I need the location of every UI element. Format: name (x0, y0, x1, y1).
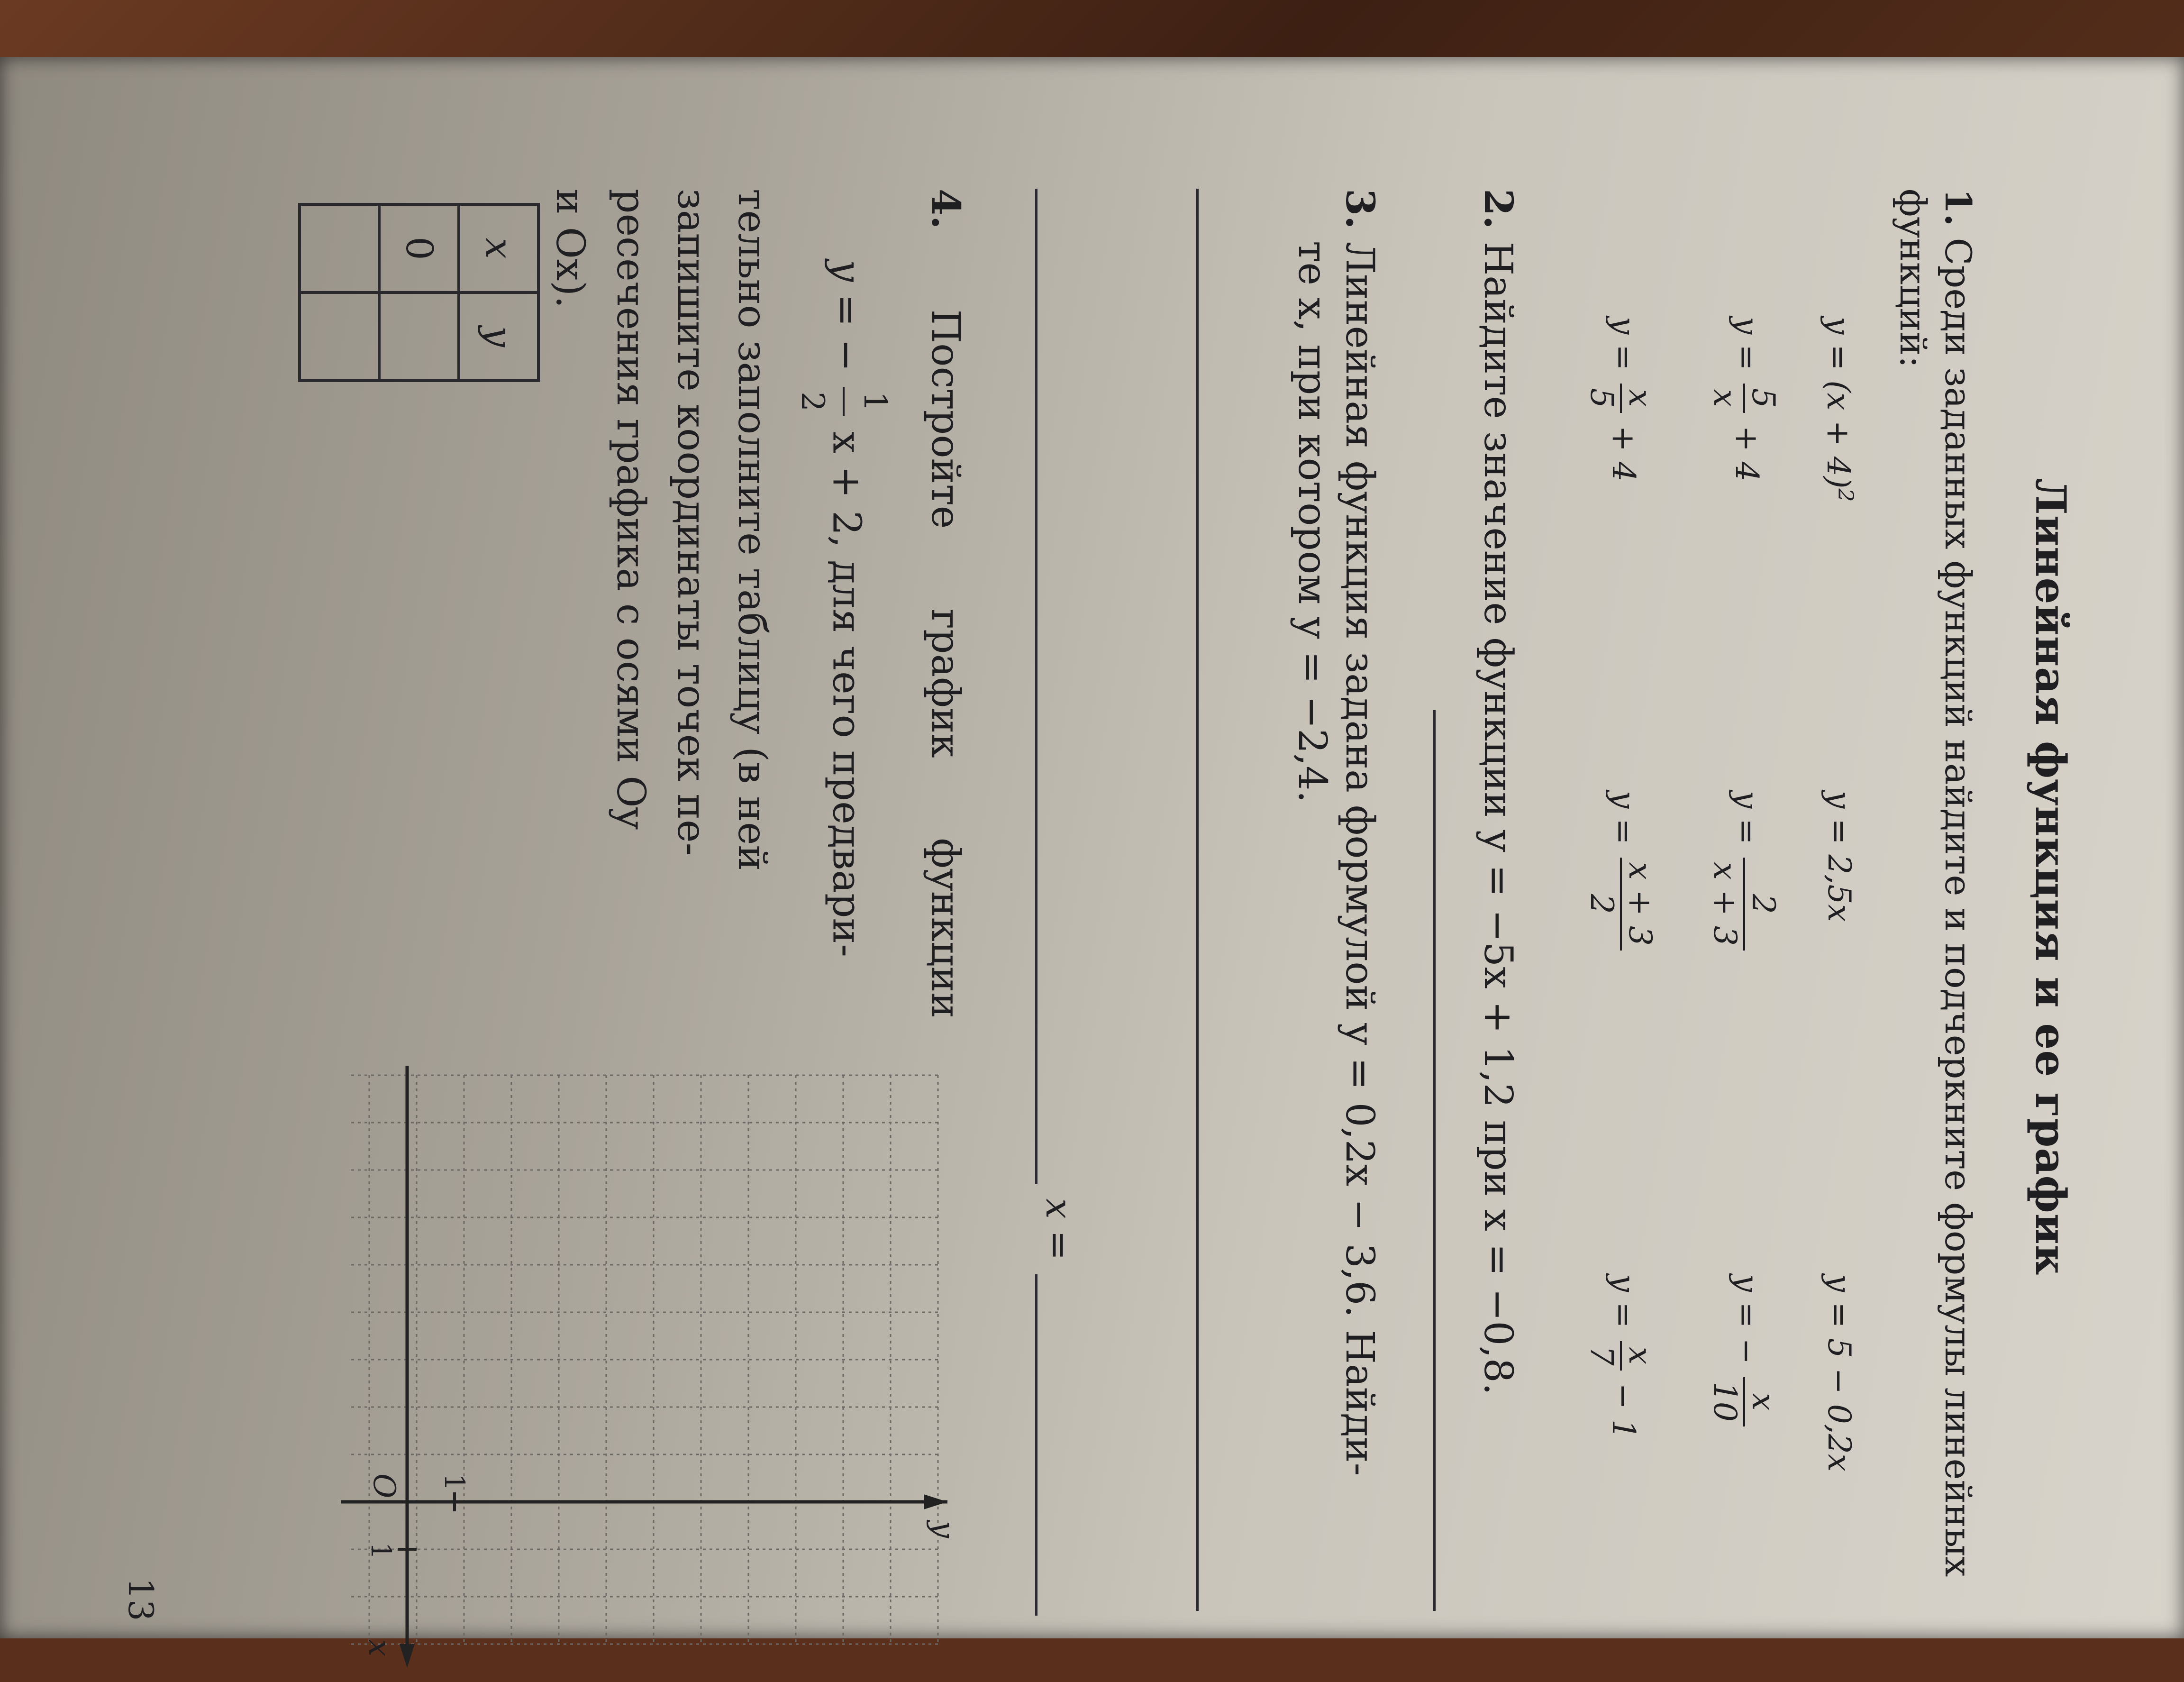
task4-line1: Постройте график функции (923, 309, 968, 1018)
task4-formula: y = − 1 2 x + 2, для чего предвари- (782, 189, 905, 1018)
formula-6: y = − x 10 (1707, 1274, 1782, 1429)
table-header-x: x (459, 204, 538, 293)
paper-sheet (0, 57, 2184, 1657)
formula-2: y = 2,5x (1821, 791, 1857, 922)
task4-line3: тельно заполните таблицу (в ней (729, 189, 774, 871)
worksheet-page (66, 118, 2151, 1682)
table-cell[interactable] (300, 293, 379, 381)
formula-7: y = x 5 + 4 (1583, 317, 1658, 482)
table-cell[interactable]: 0 (379, 204, 459, 293)
task4-number: 4. (923, 189, 968, 229)
task3-work-line[interactable] (1196, 189, 1199, 1611)
task4-line4: запишите координаты точек пе- (669, 189, 714, 856)
task3-text (1288, 189, 1383, 1611)
x-axis-label: x (362, 1639, 397, 1657)
formula-8: y = x + 3 2 (1583, 791, 1658, 953)
table-cell[interactable] (379, 293, 459, 381)
grid-lines (350, 1075, 938, 1644)
task3-work-line-2[interactable] (1035, 189, 1037, 1184)
task1-number: 1. (1937, 189, 1979, 227)
task3-answer-line[interactable] (1035, 1274, 1037, 1616)
table-cell[interactable] (300, 204, 379, 293)
coordinate-grid[interactable] (331, 1047, 961, 1677)
task3-line1: Линейная функция задана формулой y = 0,2x − 3,6. Найди- (1337, 241, 1382, 1476)
origin-label: O (366, 1473, 401, 1499)
task4-line5: ресечения графика с осями Oy (608, 189, 653, 830)
task1-instructions: Среди заданных функций найдите и подчеркните формулы линейных функций: (1892, 189, 1979, 1577)
unit-x-label: 1 (365, 1542, 397, 1560)
task3-number: 3. (1337, 189, 1383, 229)
table-row (459, 204, 538, 381)
formula-1: $y = (x + 4)^2$ (1820, 317, 1857, 502)
x-axis-arrow-icon (400, 1644, 415, 1668)
task2-instructions: Найдите значение функции y = −5x + 1,2 при x = −0,8. (1475, 241, 1520, 1395)
task4-line6: и Ox). (547, 189, 592, 309)
task3-line2: те x, при котором y = −2,4. (1290, 241, 1335, 803)
formula-9: y = x 7 − 1 (1583, 1274, 1658, 1439)
formula-5: y = 2 x + 3 (1707, 791, 1782, 953)
formula-4: y = 5 x + 4 (1707, 317, 1782, 482)
xy-table (298, 203, 540, 382)
task2-text (1475, 189, 1521, 1395)
task2-answer-line[interactable] (1433, 710, 1436, 1611)
y-axis-arrow-icon (924, 1494, 947, 1509)
unit-y-label: 1 (438, 1473, 471, 1491)
table-row (300, 204, 379, 381)
formula-3: y = 5 − 0,2x (1821, 1274, 1857, 1472)
page-title: Линейная функция и ее график (2026, 478, 2075, 1276)
y-axis-label: y (926, 1521, 961, 1538)
table-header-y: y (459, 293, 538, 381)
task1-text (1891, 189, 1981, 1587)
table-row (379, 204, 459, 381)
task3-answer-label: x = (1038, 1198, 1080, 1261)
task4-text (539, 189, 976, 1018)
page-number: 13 (121, 1578, 161, 1621)
task2-number: 2. (1475, 189, 1521, 229)
